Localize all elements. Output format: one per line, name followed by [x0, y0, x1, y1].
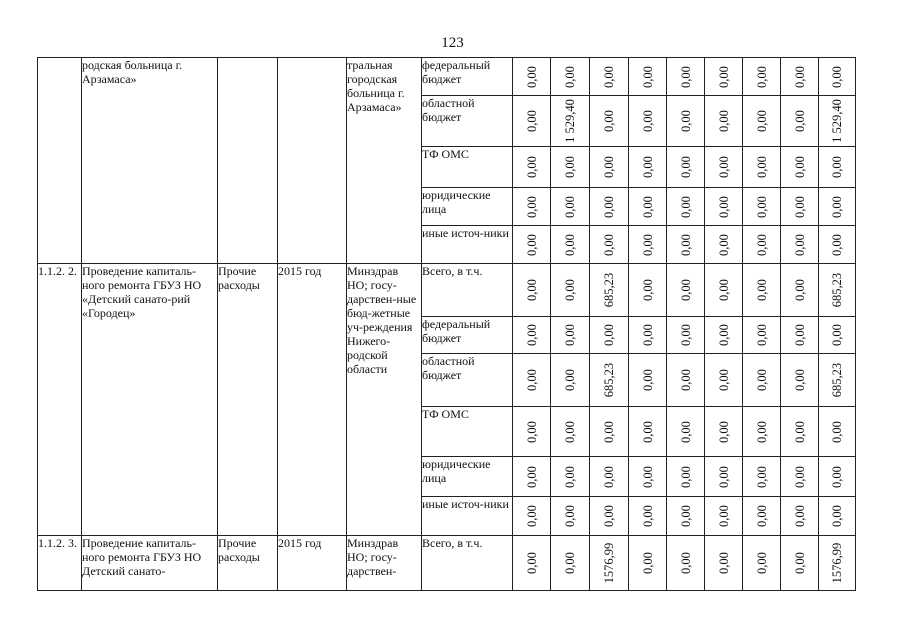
- amount: 0,00: [524, 279, 539, 301]
- amount: 1 529,40: [563, 99, 577, 143]
- period-cell: [278, 264, 347, 536]
- item-name-cell: [82, 264, 218, 536]
- amount: 0,00: [754, 279, 769, 301]
- item-number: 1.1.2. 3.: [38, 536, 77, 550]
- amount: 0,00: [563, 156, 577, 178]
- value-cell: [743, 147, 781, 188]
- value-cell: [667, 317, 705, 354]
- amount: 0,00: [640, 233, 655, 256]
- value-cell: [629, 536, 667, 591]
- value-cell: [781, 58, 819, 96]
- page-number: 123: [441, 35, 464, 51]
- value-cell: [551, 536, 590, 591]
- value-cell: [551, 147, 590, 188]
- amount: 0,00: [602, 65, 616, 88]
- value-cell: [781, 188, 819, 226]
- amount: 0,00: [792, 324, 807, 346]
- expense-type: Прочие расходы: [218, 264, 260, 292]
- value-cell: [667, 497, 705, 536]
- value-cell: [551, 354, 590, 407]
- value-cell: [667, 536, 705, 591]
- value-cell: [629, 317, 667, 354]
- amount: 0,00: [640, 552, 655, 574]
- value-cell: [590, 317, 629, 354]
- item-number-cell: [38, 536, 82, 591]
- funding-source-cell: [422, 96, 513, 147]
- expense-type-cell: [218, 536, 278, 591]
- amount: 0,00: [602, 195, 616, 218]
- funding-source-cell: [422, 58, 513, 96]
- value-cell: [513, 147, 551, 188]
- amount: 0,00: [678, 233, 693, 256]
- value-cell: [781, 457, 819, 497]
- item-number-cell: [38, 264, 82, 536]
- funding-source-cell: [422, 226, 513, 264]
- value-cell: [705, 407, 743, 457]
- amount: 1576,99: [830, 542, 844, 584]
- amount: 0,00: [602, 420, 616, 443]
- item-name: Проведение капиталь-ного ремонта ГБУЗ НО «Детский санато-рий «Городец»: [82, 264, 202, 320]
- value-cell: [743, 536, 781, 591]
- amount: 0,00: [754, 156, 769, 178]
- value-cell: [743, 264, 781, 317]
- value-cell: [743, 497, 781, 536]
- value-cell: [743, 407, 781, 457]
- value-cell: [819, 96, 856, 147]
- amount: 0,00: [563, 505, 577, 527]
- value-cell: [819, 58, 856, 96]
- amount: 0,00: [754, 465, 769, 488]
- value-cell: [743, 457, 781, 497]
- value-cell: [819, 188, 856, 226]
- value-cell: [551, 317, 590, 354]
- table-row: [38, 58, 856, 96]
- amount: 0,00: [524, 505, 539, 527]
- amount: 0,00: [524, 465, 539, 488]
- amount: 0,00: [678, 195, 693, 218]
- value-cell: [513, 354, 551, 407]
- amount: 0,00: [792, 465, 807, 488]
- amount: 0,00: [678, 324, 693, 346]
- amount: 0,00: [602, 110, 616, 132]
- value-cell: [551, 226, 590, 264]
- value-cell: [590, 407, 629, 457]
- funding-source-cell: [422, 457, 513, 497]
- amount: 0,00: [716, 110, 731, 132]
- amount: 0,00: [792, 65, 807, 88]
- value-cell: [551, 264, 590, 317]
- value-cell: [781, 536, 819, 591]
- funding-source-cell: [422, 354, 513, 407]
- funding-source: Всего, в т.ч.: [422, 536, 483, 550]
- value-cell: [667, 407, 705, 457]
- amount: 0,00: [524, 156, 539, 178]
- amount: 0,00: [563, 552, 577, 574]
- amount: 685,23: [602, 362, 616, 398]
- funding-source-cell: [422, 317, 513, 354]
- funding-source-cell: [422, 497, 513, 536]
- value-cell: [743, 354, 781, 407]
- amount: 0,00: [792, 279, 807, 301]
- value-cell: [667, 96, 705, 147]
- value-cell: [667, 58, 705, 96]
- value-cell: [551, 96, 590, 147]
- value-cell: [819, 407, 856, 457]
- value-cell: [629, 147, 667, 188]
- amount: 0,00: [640, 420, 655, 443]
- value-cell: [705, 317, 743, 354]
- item-name: Проведение капиталь-ного ремонта ГБУЗ НО Детский санато-: [82, 536, 202, 578]
- amount: 0,00: [792, 195, 807, 218]
- amount: 0,00: [524, 324, 539, 346]
- item-number-cell: [38, 58, 82, 264]
- value-cell: [590, 58, 629, 96]
- amount: 0,00: [754, 195, 769, 218]
- funding-source: областной бюджет: [422, 354, 475, 382]
- value-cell: [629, 457, 667, 497]
- amount: 0,00: [792, 420, 807, 443]
- amount: 0,00: [640, 279, 655, 301]
- funding-source-cell: [422, 407, 513, 457]
- value-cell: [781, 147, 819, 188]
- amount: 0,00: [754, 65, 769, 88]
- amount: 0,00: [563, 324, 577, 346]
- amount: 0,00: [830, 420, 844, 443]
- value-cell: [513, 264, 551, 317]
- amount: 685,23: [830, 362, 844, 398]
- value-cell: [667, 147, 705, 188]
- executor-cell: [347, 58, 422, 264]
- funding-source: иные источ-ники: [422, 226, 509, 240]
- amount: 0,00: [602, 233, 616, 256]
- amount: 0,00: [602, 156, 616, 178]
- amount: 0,00: [716, 65, 731, 88]
- value-cell: [513, 407, 551, 457]
- amount: 0,00: [716, 369, 731, 391]
- amount: 0,00: [524, 369, 539, 391]
- value-cell: [781, 96, 819, 147]
- amount: 0,00: [830, 65, 844, 88]
- value-cell: [629, 226, 667, 264]
- value-cell: [667, 457, 705, 497]
- funding-source: юридические лица: [422, 457, 491, 485]
- amount: 0,00: [524, 420, 539, 443]
- amount: 0,00: [792, 233, 807, 256]
- value-cell: [590, 226, 629, 264]
- amount: 0,00: [716, 324, 731, 346]
- amount: 685,23: [602, 272, 616, 308]
- value-cell: [590, 264, 629, 317]
- value-cell: [590, 354, 629, 407]
- executor-cell: [347, 536, 422, 591]
- value-cell: [705, 264, 743, 317]
- amount: 0,00: [754, 233, 769, 256]
- amount: 0,00: [640, 110, 655, 132]
- value-cell: [629, 497, 667, 536]
- amount: 0,00: [754, 324, 769, 346]
- funding-source-cell: [422, 264, 513, 317]
- value-cell: [705, 226, 743, 264]
- amount: 0,00: [716, 465, 731, 488]
- value-cell: [551, 457, 590, 497]
- value-cell: [705, 58, 743, 96]
- value-cell: [743, 58, 781, 96]
- period: 2015 год: [278, 264, 322, 278]
- amount: 0,00: [716, 552, 731, 574]
- funding-source: ТФ ОМС: [422, 147, 469, 161]
- value-cell: [781, 226, 819, 264]
- amount: 0,00: [640, 465, 655, 488]
- funding-source: областной бюджет: [422, 96, 475, 124]
- value-cell: [705, 147, 743, 188]
- amount: 0,00: [716, 505, 731, 527]
- value-cell: [590, 457, 629, 497]
- value-cell: [629, 188, 667, 226]
- value-cell: [781, 354, 819, 407]
- value-cell: [667, 354, 705, 407]
- amount: 0,00: [563, 369, 577, 391]
- value-cell: [667, 264, 705, 317]
- amount: 0,00: [716, 195, 731, 218]
- amount: 0,00: [563, 279, 577, 301]
- amount: 1576,99: [602, 542, 616, 584]
- value-cell: [667, 188, 705, 226]
- amount: 0,00: [678, 156, 693, 178]
- amount: 0,00: [678, 279, 693, 301]
- item-name-cell: [82, 536, 218, 591]
- value-cell: [819, 536, 856, 591]
- table-row: [38, 264, 856, 317]
- amount: 0,00: [830, 195, 844, 218]
- value-cell: [513, 58, 551, 96]
- value-cell: [743, 226, 781, 264]
- amount: 0,00: [602, 324, 616, 346]
- amount: 0,00: [754, 369, 769, 391]
- expense-type-cell: [218, 58, 278, 264]
- value-cell: [513, 497, 551, 536]
- value-cell: [743, 188, 781, 226]
- amount: 0,00: [678, 552, 693, 574]
- expense-type: Прочие расходы: [218, 536, 260, 564]
- funding-source-cell: [422, 147, 513, 188]
- budget-table: [37, 57, 856, 591]
- value-cell: [629, 264, 667, 317]
- value-cell: [705, 354, 743, 407]
- amount: 0,00: [563, 65, 577, 88]
- value-cell: [819, 354, 856, 407]
- value-cell: [590, 536, 629, 591]
- value-cell: [705, 96, 743, 147]
- period-cell: [278, 536, 347, 591]
- period: 2015 год: [278, 536, 322, 550]
- value-cell: [513, 457, 551, 497]
- amount: 0,00: [640, 156, 655, 178]
- value-cell: [551, 497, 590, 536]
- amount: 0,00: [678, 505, 693, 527]
- value-cell: [551, 58, 590, 96]
- value-cell: [781, 317, 819, 354]
- amount: 0,00: [754, 420, 769, 443]
- value-cell: [513, 226, 551, 264]
- funding-source: Всего, в т.ч.: [422, 264, 483, 278]
- amount: 0,00: [716, 279, 731, 301]
- executor: тральная городская больница г. Арзамаса»: [347, 58, 405, 114]
- item-name: родская больница г. Арзамаса»: [82, 58, 183, 86]
- value-cell: [590, 147, 629, 188]
- value-cell: [819, 457, 856, 497]
- value-cell: [629, 354, 667, 407]
- expense-type-cell: [218, 264, 278, 536]
- amount: 0,00: [524, 65, 539, 88]
- amount: 685,23: [830, 272, 844, 308]
- amount: 0,00: [792, 156, 807, 178]
- value-cell: [819, 264, 856, 317]
- funding-source: иные источ-ники: [422, 497, 509, 511]
- amount: 0,00: [602, 465, 616, 488]
- amount: 0,00: [678, 465, 693, 488]
- amount: 0,00: [830, 465, 844, 488]
- value-cell: [513, 317, 551, 354]
- amount: 0,00: [640, 369, 655, 391]
- value-cell: [743, 317, 781, 354]
- amount: 0,00: [754, 505, 769, 527]
- amount: 0,00: [640, 65, 655, 88]
- item-name-cell: [82, 58, 218, 264]
- value-cell: [705, 457, 743, 497]
- amount: 0,00: [792, 369, 807, 391]
- table-row: [38, 536, 856, 591]
- amount: 0,00: [563, 233, 577, 256]
- executor: Минздрав НО; госу-дарствен-ные бюд-жетные уч-реждения Нижего-родской области: [347, 264, 417, 376]
- value-cell: [819, 147, 856, 188]
- value-cell: [590, 96, 629, 147]
- value-cell: [513, 96, 551, 147]
- value-cell: [743, 96, 781, 147]
- amount: 0,00: [678, 110, 693, 132]
- value-cell: [551, 407, 590, 457]
- amount: 0,00: [524, 552, 539, 574]
- funding-source: юридические лица: [422, 188, 491, 216]
- funding-source-cell: [422, 536, 513, 591]
- funding-source: федеральный бюджет: [422, 58, 491, 86]
- amount: 0,00: [716, 420, 731, 443]
- value-cell: [705, 497, 743, 536]
- value-cell: [819, 317, 856, 354]
- value-cell: [513, 536, 551, 591]
- amount: 0,00: [678, 369, 693, 391]
- value-cell: [819, 226, 856, 264]
- value-cell: [629, 407, 667, 457]
- amount: 0,00: [830, 156, 844, 178]
- amount: 0,00: [792, 505, 807, 527]
- amount: 0,00: [678, 65, 693, 88]
- amount: 0,00: [754, 552, 769, 574]
- amount: 0,00: [830, 324, 844, 346]
- value-cell: [513, 188, 551, 226]
- period-cell: [278, 58, 347, 264]
- value-cell: [590, 188, 629, 226]
- value-cell: [667, 226, 705, 264]
- amount: 0,00: [640, 195, 655, 218]
- value-cell: [705, 536, 743, 591]
- value-cell: [629, 96, 667, 147]
- amount: 0,00: [602, 505, 616, 527]
- amount: 0,00: [830, 233, 844, 256]
- amount: 0,00: [524, 110, 539, 132]
- amount: 1 529,40: [830, 99, 844, 143]
- funding-source: федеральный бюджет: [422, 317, 491, 345]
- amount: 0,00: [716, 233, 731, 256]
- amount: 0,00: [830, 505, 844, 527]
- value-cell: [781, 264, 819, 317]
- amount: 0,00: [792, 552, 807, 574]
- item-number: 1.1.2. 2.: [38, 264, 77, 278]
- amount: 0,00: [524, 195, 539, 218]
- value-cell: [551, 188, 590, 226]
- amount: 0,00: [678, 420, 693, 443]
- amount: 0,00: [716, 156, 731, 178]
- funding-source: ТФ ОМС: [422, 407, 469, 421]
- amount: 0,00: [792, 110, 807, 132]
- amount: 0,00: [640, 324, 655, 346]
- value-cell: [781, 497, 819, 536]
- executor: Минздрав НО; госу-дарствен-: [347, 536, 399, 578]
- value-cell: [705, 188, 743, 226]
- value-cell: [819, 497, 856, 536]
- amount: 0,00: [563, 465, 577, 488]
- amount: 0,00: [524, 233, 539, 256]
- value-cell: [629, 58, 667, 96]
- value-cell: [590, 497, 629, 536]
- amount: 0,00: [640, 505, 655, 527]
- funding-source-cell: [422, 188, 513, 226]
- amount: 0,00: [754, 110, 769, 132]
- executor-cell: [347, 264, 422, 536]
- amount: 0,00: [563, 195, 577, 218]
- value-cell: [781, 407, 819, 457]
- amount: 0,00: [563, 420, 577, 443]
